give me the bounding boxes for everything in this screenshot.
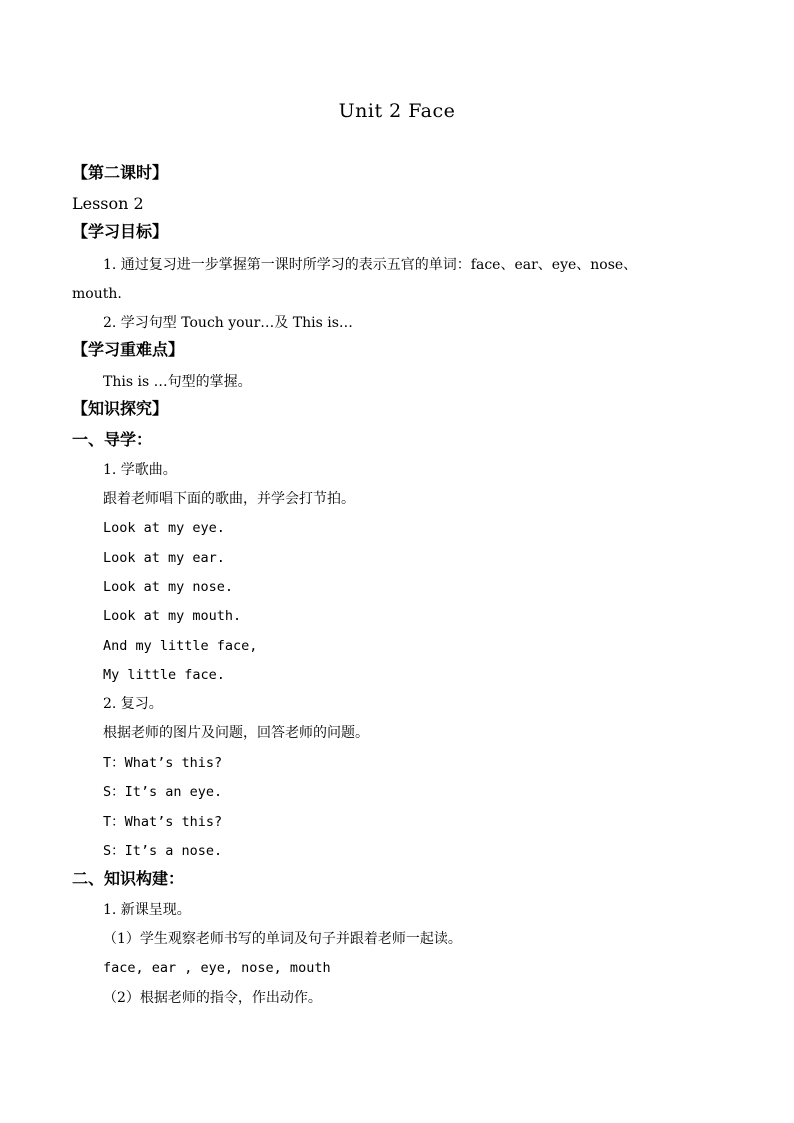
text-line: 1. 通过复习进一步掌握第一课时所学习的表示五官的单词：face、ear、eye、nose、	[103, 257, 638, 273]
text-line: （1）学生观察老师书写的单词及句子并跟着老师一起读。	[103, 931, 462, 947]
text-line: 1. 新课呈现。	[103, 902, 191, 918]
text-line: 2. 复习。	[103, 696, 163, 712]
section-heading: 【学习重难点】	[72, 340, 185, 359]
section-heading: 二、知识构建：	[72, 869, 185, 888]
text-line: Lesson 2	[72, 194, 144, 213]
text-line: 2. 学习句型 Touch your…及 This is…	[103, 315, 353, 331]
text-line: T：What’s this?	[103, 755, 223, 771]
text-line: face, ear , eye, nose, mouth	[103, 960, 331, 976]
text-line: This is …句型的掌握。	[103, 374, 252, 390]
text-line: Look at my ear.	[103, 550, 225, 566]
section-heading: 【知识探究】	[72, 399, 169, 418]
text-line: mouth.	[72, 286, 122, 302]
text-line: And my little face,	[103, 638, 258, 654]
section-heading: 【第二课时】	[72, 163, 169, 182]
text-line: Look at my nose.	[103, 579, 234, 595]
text-line: S：It’s an eye.	[103, 784, 223, 800]
section-heading: 【学习目标】	[72, 222, 169, 241]
text-line: 根据老师的图片及问题，回答老师的问题。	[103, 725, 369, 741]
section-heading: 一、导学：	[72, 430, 153, 449]
document-title: Unit 2 Face	[338, 100, 456, 122]
text-line: 1. 学歌曲。	[103, 462, 177, 478]
text-line: S：It’s a nose.	[103, 843, 223, 859]
text-line: 跟着老师唱下面的歌曲，并学会打节拍。	[103, 491, 355, 507]
text-line: My little face.	[103, 667, 225, 683]
text-line: Look at my mouth.	[103, 608, 242, 624]
text-line: Look at my eye.	[103, 520, 225, 536]
text-line: （2）根据老师的指令，作出动作。	[103, 990, 322, 1006]
text-line: T：What’s this?	[103, 814, 223, 830]
